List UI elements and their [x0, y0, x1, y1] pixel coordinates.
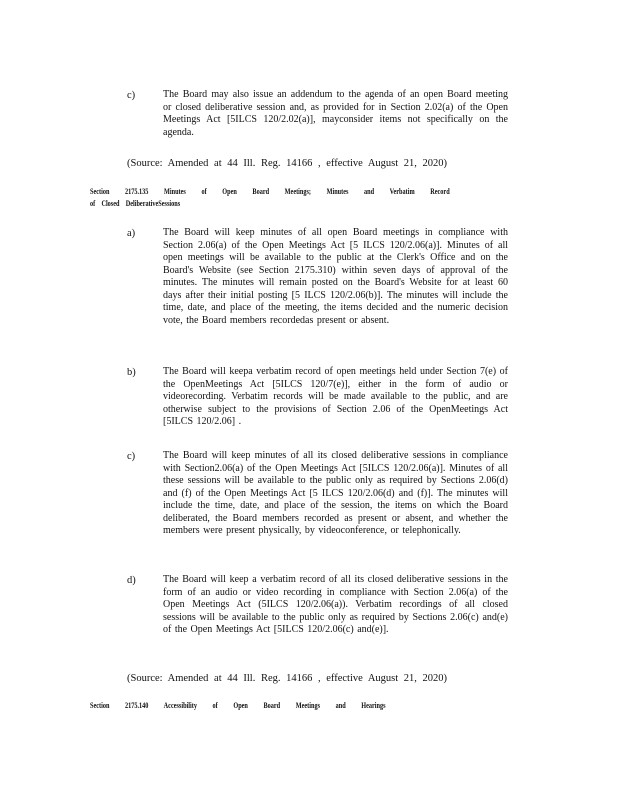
item-label: d) — [127, 575, 136, 586]
item-label: b) — [127, 367, 136, 378]
section-heading-continued: of Closed DeliberativeSessions — [90, 199, 181, 208]
item-label: c) — [127, 451, 136, 462]
item-text: The Board will keep minutes of all open Board meetings in compliance with Section 2.06(a) of the Open Meetings Act [5 ILCS 120/2.06(a)]. Minutes of all open meetings will be available to the public at the Clerk's Office and on the Board's Website (see Section 2175.310) within seven days of approval of the minutes. The minutes will remain posted on the Board's Website for at least 60 days after their initial posting [5 ILCS 120/2.06(b)]. The minutes will include the time, date, and place of the meeting, the items decided and the numeric decision vote, the Board members recordedas present or absent. — [163, 227, 508, 326]
item-text: The Board will keepa verbatim record of open meetings held under Section 7(e) of the OpenMeetings Act [5ILCS 120/7(e)], either in the form of audio or videorecording. Verbatim records will be made available to the public, and are otherwise subject to the provisions of Section 2.06 of the OpenMeetings Act [5ILCS 120/2.06] . — [163, 366, 508, 427]
item-label: a) — [127, 228, 136, 239]
item-label: c) — [127, 90, 136, 101]
item-text: The Board may also issue an addendum to the agenda of an open Board meeting or closed deliberative session and, as provided for in Section 2.02(a) of the Open Meetings Act [5ILCS 120/2.02(a)], mayconsider items not specifically on the agenda. — [163, 89, 508, 138]
item-text: The Board will keep minutes of all its closed deliberative sessions in compliance with Section2.06(a) of the Open Meetings Act [5ILCS 120/2.06(a)]. Minutes of all these sessions will be available to the public only as required by Sections 2.06(d) and (f) of the Open Meetings Act [5 ILCS 120/2.06(d) and (f)]. The minutes will include the time, date, and place of the session, the items on which the Board deliberated, the Board members recorded as present or absent, and whether the members were present physically, by videoconference, or telephonically. — [163, 450, 508, 536]
item-text: The Board will keep a verbatim record of all its closed deliberative sessions in the form of an audio or video recording in compliance with Section 2.06(a) of the Open Meetings Act (5ILCS 120/2.06(a)). Verbatim recordings of all closed sessions will be available to the public only as required by Sections 2.06(c) and(e) of the Open Meetings Act [5ILCS 120/2.06(c) and(e)]. — [163, 574, 508, 635]
source-note: (Source: Amended at 44 Ill. Reg. 14166 , effective August 21, 2020) — [127, 673, 448, 684]
section-heading: Section 2175.140 Accessibility of Open Board Meetings and Hearings — [90, 701, 386, 710]
source-note: (Source: Amended at 44 Ill. Reg. 14166 , effective August 21, 2020) — [127, 158, 448, 169]
section-heading: Section 2175.135 Minutes of Open Board Meetings; Minutes and Verbatim Record — [90, 187, 450, 196]
